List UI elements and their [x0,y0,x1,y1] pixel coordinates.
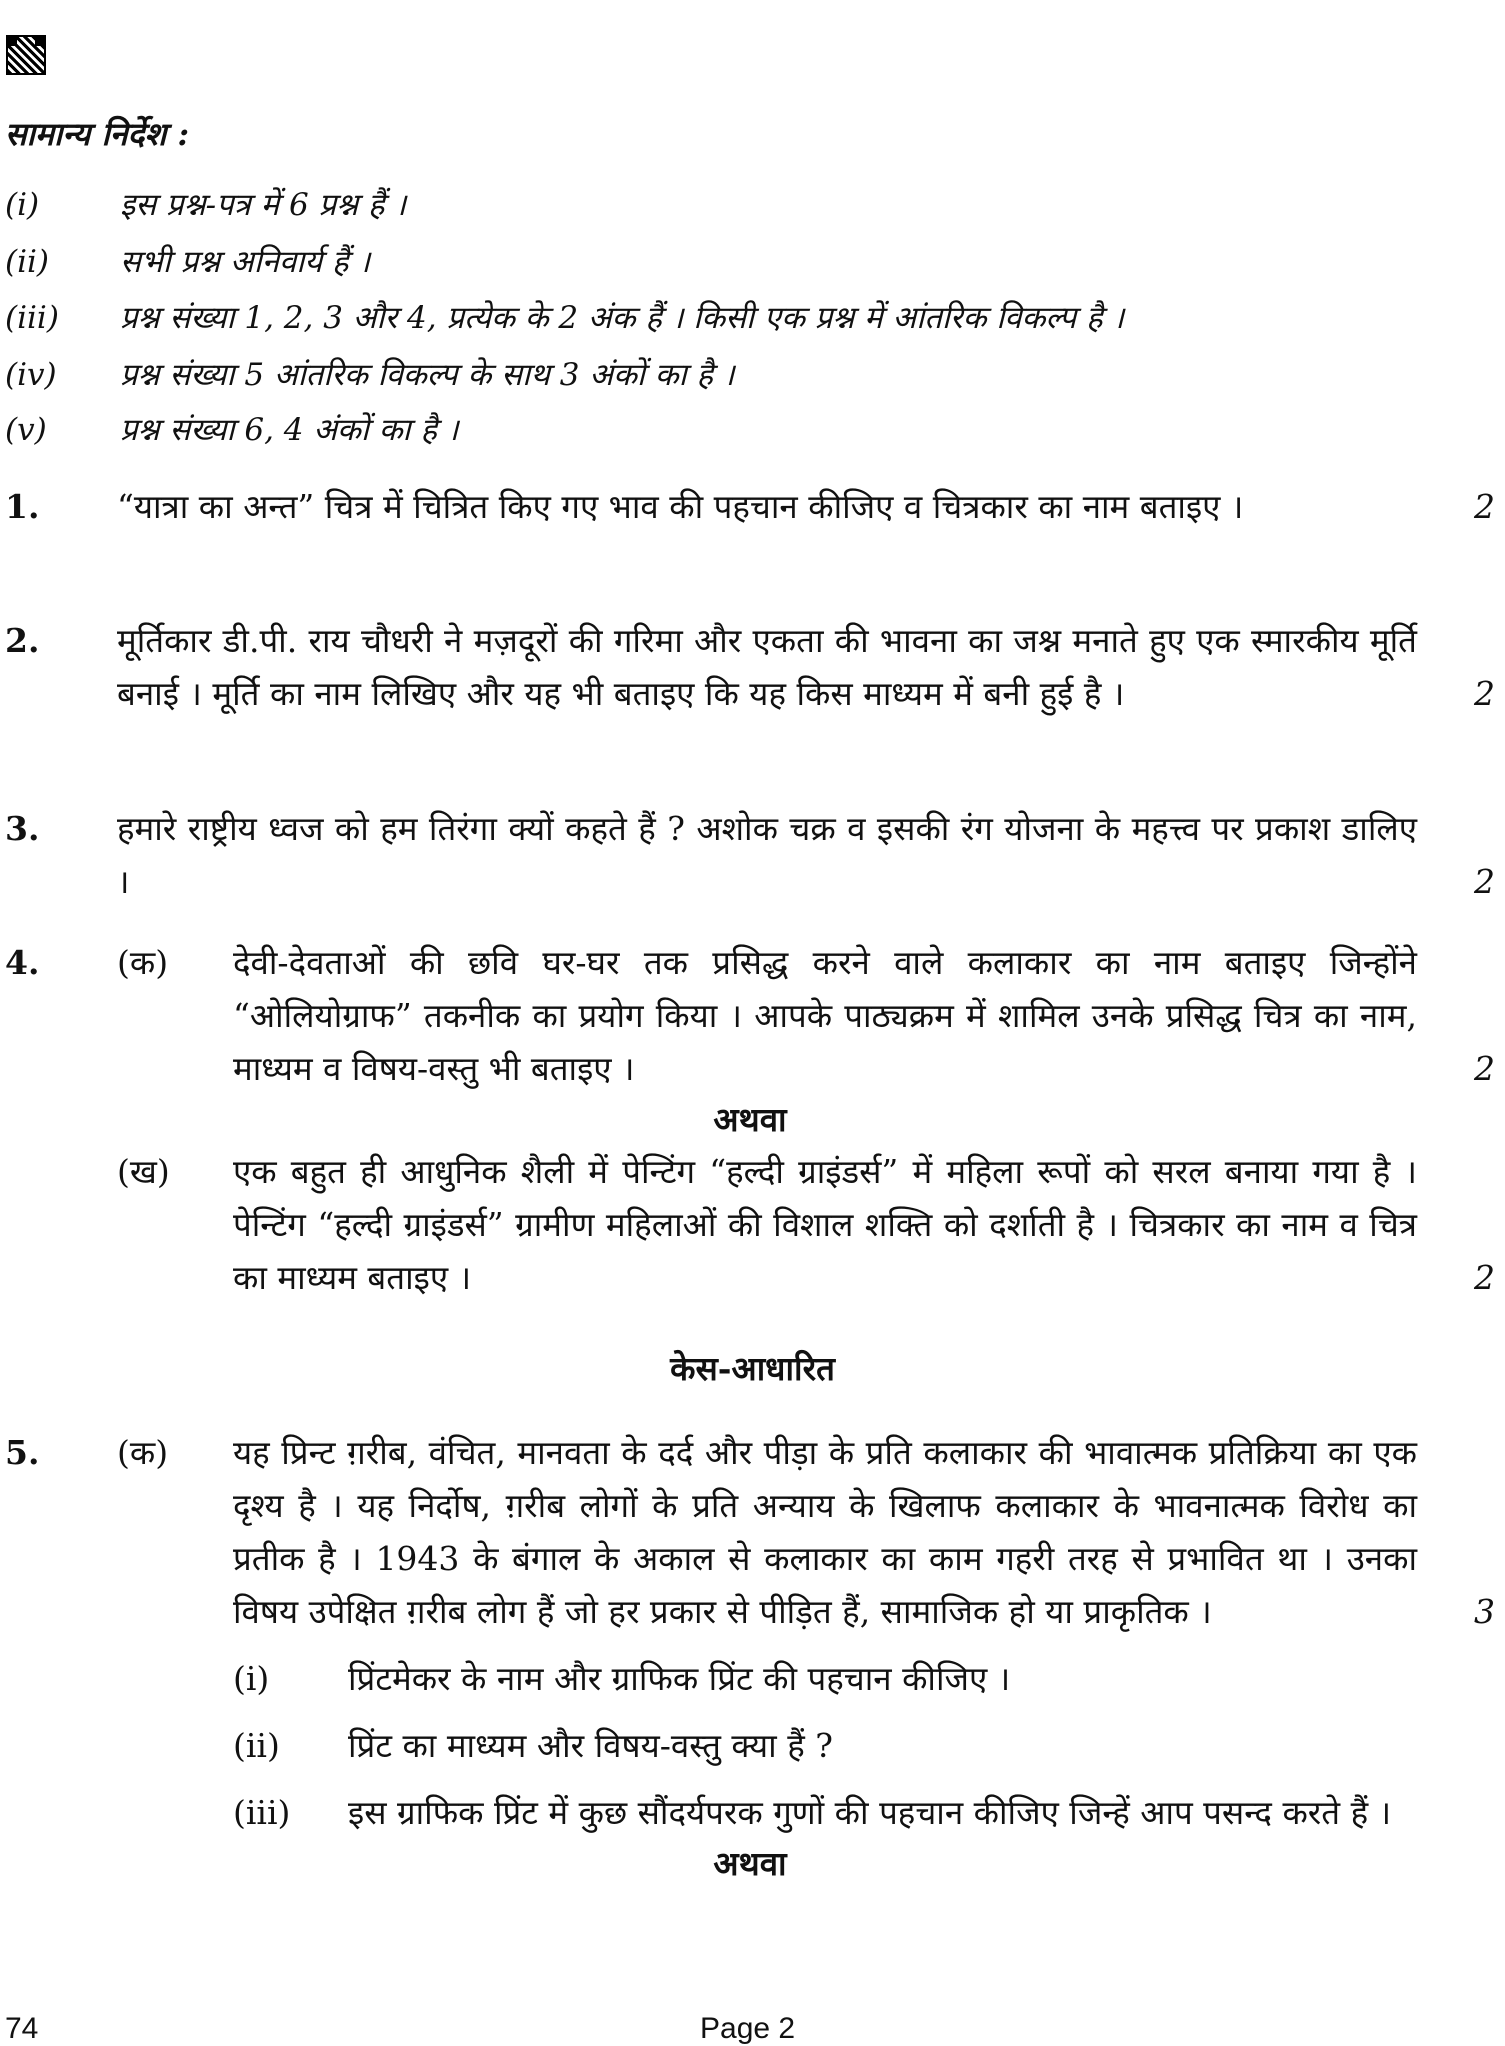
option-text: यह प्रिन्ट ग़रीब, वंचित, मानवता के दर्द और पीड़ा के प्रति कलाकार की भावात्मक प्रतिक्रिया का एक दृश्य है । यह निर्दोष, ग़रीब लोगों के प्रति अन्याय के खिलाफ कलाकार के भावनात्मक विरोध का प्रतीक है । 1943 के बंगाल के अकाल से कलाकार का काम गहरी तरह से प्रभावित था । उनका विषय उपेक्षित ग़रीब लोग हैं जो हर प्रकार से पीड़ित हैं, सामाजिक हो या प्राकृतिक । [233,1433,1417,1631]
instruction-text: प्रश्न संख्या 1, 2, 3 और 4, प्रत्येक के 2 अंक हैं । किसी एक प्रश्न में आंतरिक विकल्प है । [120,300,1125,336]
option-label: (क) [117,943,169,982]
question-marks: 2 [1474,1049,1495,1088]
option-text: एक बहुत ही आधुनिक शैली में पेन्टिंग “हल्दी ग्राइंडर्स” में महिला रूपों को सरल बनाया गया है । पेन्टिंग “हल्दी ग्राइंडर्स” ग्रामीण महिलाओं की विशाल शक्ति को दर्शाती है । चित्रकार का नाम व चित्र का माध्यम बताइए । [233,1152,1417,1297]
question-3 [5,802,1495,908]
instruction-text: सभी प्रश्न अनिवार्य हैं । [120,244,371,280]
question-4 [5,936,1495,1304]
option-text: देवी-देवताओं की छवि घर-घर तक प्रसिद्ध करने वाले कलाकार का नाम बताइए जिन्होंने “ओलियोग्राफ” तकनीक का प्रयोग किया । आपके पाठ्यक्रम में शामिल उनके प्रसिद्ध चित्र का नाम, माध्यम व विषय-वस्तु भी बताइए । [233,943,1417,1088]
question-2 [5,614,1495,720]
question-marks: 2 [1474,487,1495,526]
instruction-number: (iii) [5,300,59,336]
sub-question-text: प्रिंटमेकर के नाम और ग्राफिक प्रिंट की पहचान कीजिए । [348,1659,1011,1698]
sub-question-label: (i) [233,1659,270,1698]
question-marks: 3 [1474,1592,1495,1631]
instruction-number: (i) [5,187,40,223]
section-heading: केस-आधारित [670,1349,835,1388]
question-number: 3. [5,809,40,848]
sub-question-label: (ii) [233,1726,280,1765]
question-number: 1. [5,487,40,526]
paper-code: 74 [5,2012,39,2045]
qr-code [6,35,46,75]
general-instructions-title: सामान्य निर्देश : [5,115,190,153]
sub-question [5,1719,1495,1772]
question-4a [5,936,1495,1095]
instruction-text: इस प्रश्न-पत्र में 6 प्रश्न हैं । [120,187,407,223]
question-number: 5. [5,1433,40,1472]
sub-question-text: प्रिंट का माध्यम और विषय-वस्तु क्या हैं ? [348,1726,833,1765]
question-number: 4. [5,943,40,982]
instruction-number: (iv) [5,357,57,393]
sub-question [5,1786,1495,1839]
sub-question-label: (iii) [233,1793,291,1832]
sub-question [5,1652,1495,1705]
question-4b [5,1145,1495,1304]
question-1 [5,480,1495,533]
question-text: हमारे राष्ट्रीय ध्वज को हम तिरंगा क्यों कहते हैं ? अशोक चक्र व इसकी रंग योजना के महत्त्व पर प्रकाश डालिए । [117,809,1417,901]
question-text: “यात्रा का अन्त” चित्र में चित्रित किए गए भाव की पहचान कीजिए व चित्रकार का नाम बताइए । [117,487,1244,526]
question-marks: 2 [1474,1258,1495,1297]
page-number: Page 2 [700,2012,796,2045]
question-5 [5,1426,1495,1889]
question-text: मूर्तिकार डी.पी. राय चौधरी ने मज़दूरों की गरिमा और एकता की भावना का जश्न मनाते हुए एक स्मारकीय मूर्ति बनाई । मूर्ति का नाम लिखिए और यह भी बताइए कि यह किस माध्यम में बनी हुई है । [117,621,1417,713]
question-5a [5,1426,1495,1638]
instruction-text: प्रश्न संख्या 6, 4 अंकों का है । [120,412,459,448]
question-number: 2. [5,621,40,660]
instruction-number: (v) [5,412,47,448]
question-marks: 2 [1474,674,1495,713]
sub-question-text: इस ग्राफिक प्रिंट में कुछ सौंदर्यपरक गुणों की पहचान कीजिए जिन्हें आप पसन्द करते हैं । [348,1793,1392,1832]
or-divider: अथवा [713,1100,787,1139]
instruction-number: (ii) [5,244,50,280]
or-divider: अथवा [713,1844,787,1883]
instruction-text: प्रश्न संख्या 5 आंतरिक विकल्प के साथ 3 अंकों का है । [120,357,735,393]
option-label: (क) [117,1433,169,1472]
question-marks: 2 [1474,862,1495,901]
option-label: (ख) [117,1152,170,1191]
